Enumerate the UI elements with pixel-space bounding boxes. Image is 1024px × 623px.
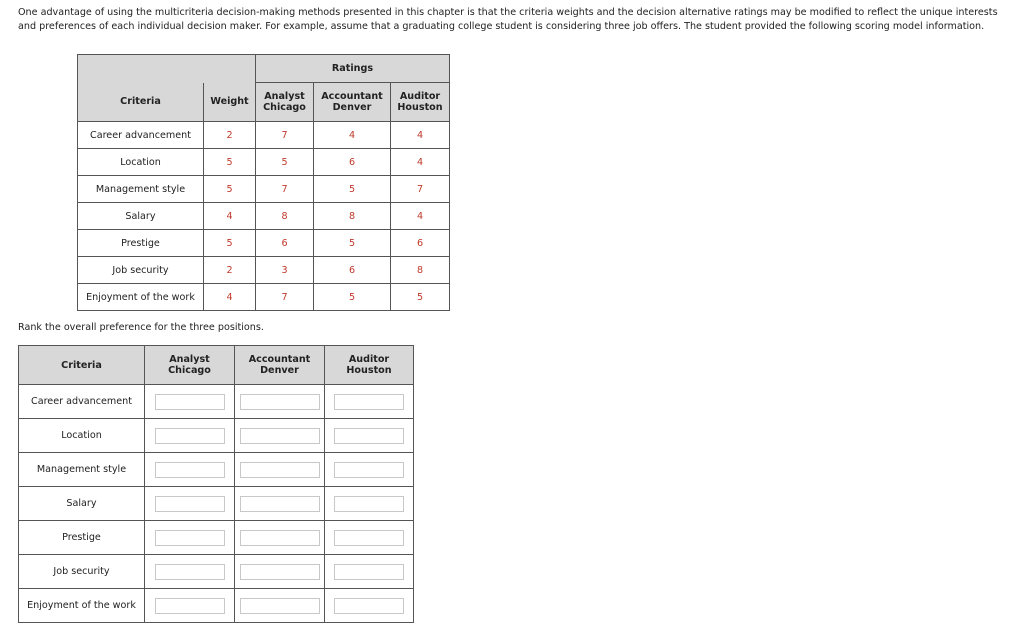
answer-row: [19, 555, 414, 589]
answer-cell: [145, 589, 235, 623]
score-input[interactable]: [240, 598, 320, 614]
score-input[interactable]: [240, 564, 320, 580]
criterion-label: Prestige: [78, 230, 204, 257]
rating-value: 8: [256, 203, 314, 230]
answer-cell: [235, 521, 325, 555]
criterion-label: Career advancement: [78, 122, 204, 149]
answer-table: [18, 345, 414, 623]
ratings-table: [77, 54, 450, 311]
rating-value: 5: [256, 149, 314, 176]
score-input[interactable]: [334, 564, 404, 580]
score-input[interactable]: [155, 564, 225, 580]
rating-value: 5: [391, 284, 450, 311]
answer-criterion-label: Prestige: [19, 521, 145, 555]
rating-value: 6: [314, 257, 391, 284]
score-input[interactable]: [334, 598, 404, 614]
answer-cell: [145, 521, 235, 555]
ratings-row: [78, 122, 450, 149]
ratings-row: [78, 176, 450, 203]
answer-cell: [145, 385, 235, 419]
score-input[interactable]: [240, 496, 320, 512]
weight-header: Weight: [204, 83, 256, 122]
score-input[interactable]: [155, 462, 225, 478]
rating-value: 7: [256, 284, 314, 311]
answer-header-accountant-denver: Accountant Denver: [235, 346, 325, 385]
rating-value: 3: [256, 257, 314, 284]
weight-value: 2: [204, 257, 256, 284]
criterion-label: Salary: [78, 203, 204, 230]
answer-cell: [325, 385, 414, 419]
answer-row: [19, 521, 414, 555]
answer-cell: [235, 589, 325, 623]
score-input[interactable]: [155, 598, 225, 614]
ratings-row: [78, 149, 450, 176]
rating-value: 5: [314, 284, 391, 311]
answer-cell: [145, 453, 235, 487]
answer-cell: [325, 555, 414, 589]
score-input[interactable]: [240, 428, 320, 444]
ratings-header: Ratings: [256, 55, 450, 83]
weight-value: 4: [204, 203, 256, 230]
ratings-row: [78, 203, 450, 230]
answer-header-auditor-houston: Auditor Houston: [325, 346, 414, 385]
answer-cell: [235, 453, 325, 487]
problem-statement: One advantage of using the multicriteria decision-making methods presented in this chapter is that the criteria weights and the decision alternative ratings may be modified to reflect the unique interests and preferences of each individual decision maker. For example, assume that a graduating college student is considering three job offers. The student provided the following scoring model information.: [18, 7, 998, 32]
alt-header-analyst-chicago: Analyst Chicago: [256, 83, 314, 122]
rating-value: 4: [314, 122, 391, 149]
weight-value: 5: [204, 149, 256, 176]
ratings-table-corner: [78, 55, 256, 83]
answer-cell: [235, 385, 325, 419]
answer-cell: [235, 419, 325, 453]
score-input[interactable]: [334, 530, 404, 546]
rank-instruction: Rank the overall preference for the three positions.: [18, 322, 264, 333]
answer-criteria-header: Criteria: [19, 346, 145, 385]
answer-criterion-label: Career advancement: [19, 385, 145, 419]
answer-cell: [325, 589, 414, 623]
rating-value: 4: [391, 149, 450, 176]
weight-value: 5: [204, 176, 256, 203]
weight-value: 4: [204, 284, 256, 311]
score-input[interactable]: [240, 462, 320, 478]
rating-value: 5: [314, 230, 391, 257]
answer-cell: [145, 555, 235, 589]
rating-value: 7: [256, 122, 314, 149]
answer-criterion-label: Salary: [19, 487, 145, 521]
score-input[interactable]: [334, 462, 404, 478]
weight-value: 2: [204, 122, 256, 149]
criterion-label: Job security: [78, 257, 204, 284]
ratings-row: [78, 230, 450, 257]
ratings-row: [78, 257, 450, 284]
score-input[interactable]: [334, 496, 404, 512]
weight-value: 5: [204, 230, 256, 257]
answer-row: [19, 419, 414, 453]
answer-cell: [325, 521, 414, 555]
answer-cell: [325, 487, 414, 521]
criterion-label: Location: [78, 149, 204, 176]
score-input[interactable]: [155, 530, 225, 546]
score-input[interactable]: [240, 530, 320, 546]
answer-criterion-label: Enjoyment of the work: [19, 589, 145, 623]
answer-cell: [325, 453, 414, 487]
criterion-label: Management style: [78, 176, 204, 203]
rating-value: 4: [391, 122, 450, 149]
alt-header-accountant-denver: Accountant Denver: [314, 83, 391, 122]
answer-criterion-label: Job security: [19, 555, 145, 589]
rating-value: 6: [391, 230, 450, 257]
answer-criterion-label: Location: [19, 419, 145, 453]
answer-cell: [145, 419, 235, 453]
ratings-row: [78, 284, 450, 311]
answer-cell: [235, 487, 325, 521]
rating-value: 6: [314, 149, 391, 176]
alt-header-auditor-houston: Auditor Houston: [391, 83, 450, 122]
rating-value: 6: [256, 230, 314, 257]
answer-row: [19, 487, 414, 521]
score-input[interactable]: [334, 394, 404, 410]
score-input[interactable]: [240, 394, 320, 410]
score-input[interactable]: [155, 496, 225, 512]
rating-value: 7: [256, 176, 314, 203]
answer-header-analyst-chicago: Analyst Chicago: [145, 346, 235, 385]
answer-row: [19, 453, 414, 487]
score-input[interactable]: [155, 394, 225, 410]
answer-cell: [235, 555, 325, 589]
criteria-header: Criteria: [78, 83, 204, 122]
answer-cell: [145, 487, 235, 521]
rating-value: 8: [314, 203, 391, 230]
criterion-label: Enjoyment of the work: [78, 284, 204, 311]
rating-value: 4: [391, 203, 450, 230]
score-input[interactable]: [155, 428, 225, 444]
score-input[interactable]: [334, 428, 404, 444]
answer-row: [19, 589, 414, 623]
answer-criterion-label: Management style: [19, 453, 145, 487]
rating-value: 8: [391, 257, 450, 284]
answer-cell: [325, 419, 414, 453]
rating-value: 7: [391, 176, 450, 203]
answer-row: [19, 385, 414, 419]
rating-value: 5: [314, 176, 391, 203]
